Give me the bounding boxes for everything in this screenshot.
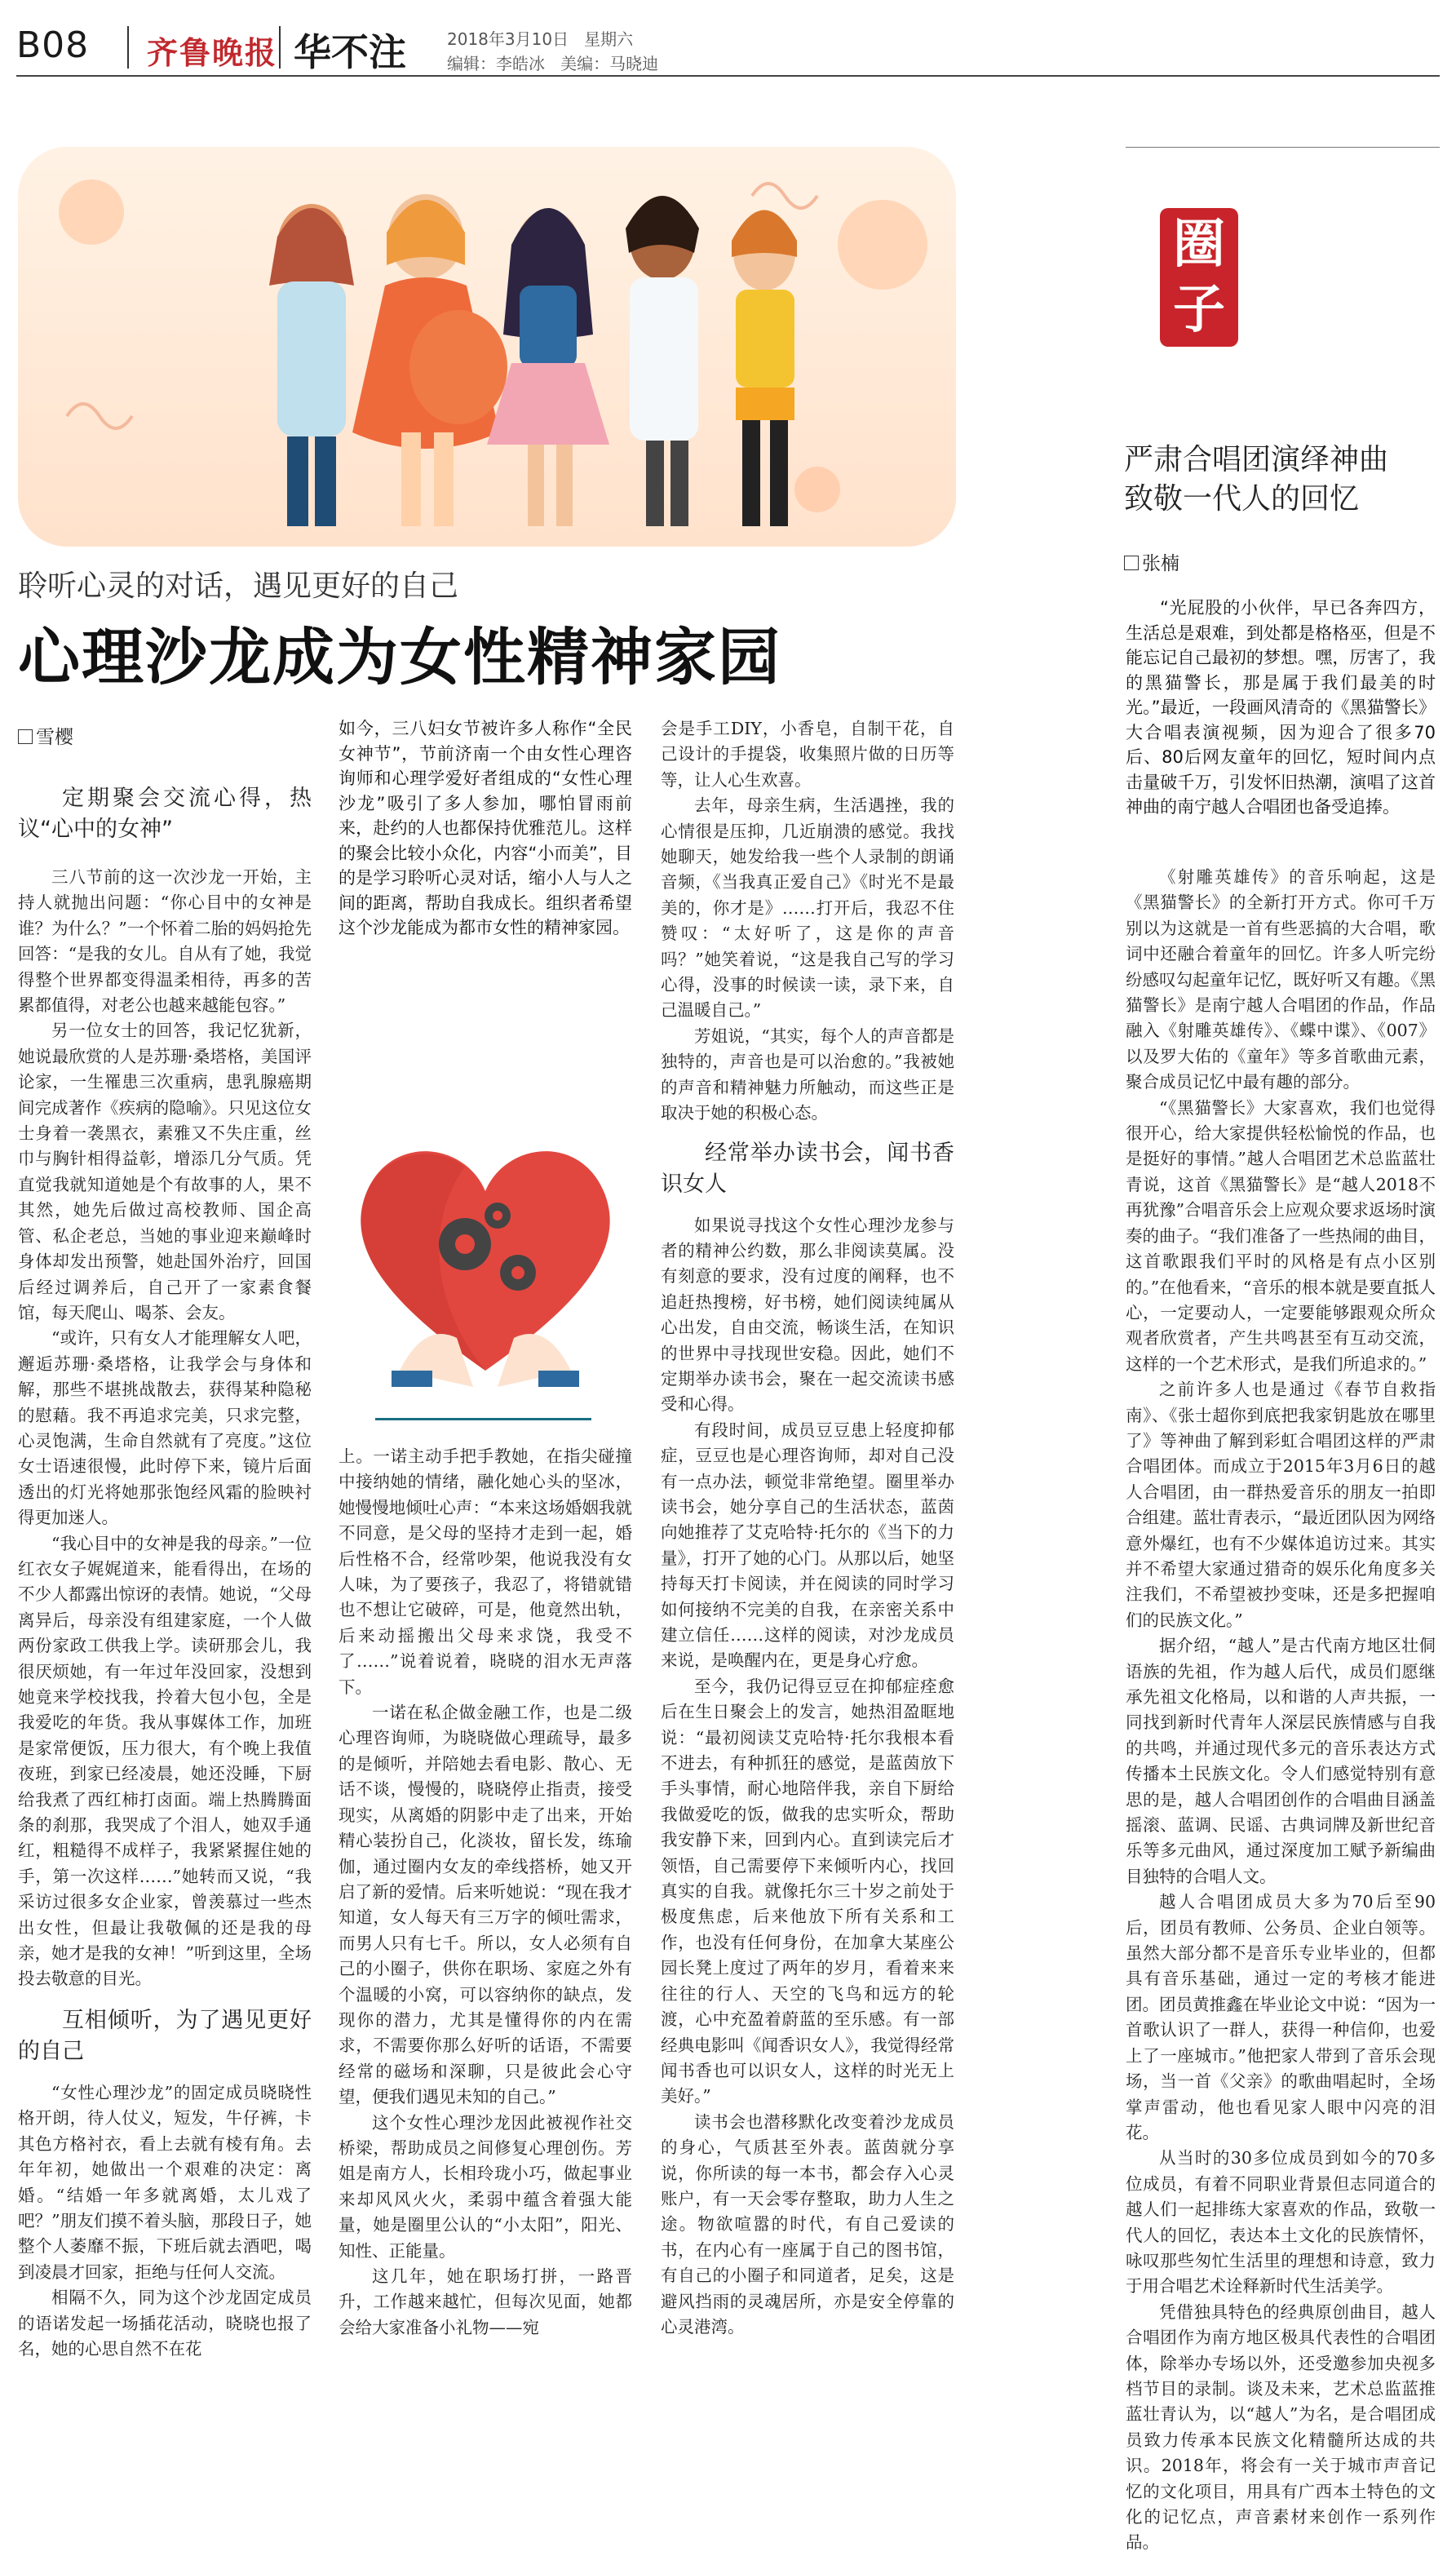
paragraph: 有段时间，成员豆豆患上轻度抑郁症，豆豆也是心理咨询师，却对自己没有一点办法，顿觉非常绝望。圈里举办读书会，她分享自己的生活状态，蓝茵向她推荐了艾克哈特·托尔的《当下的力量》，打开了她的心门。从那以后，她坚持每天打卡阅读，并在阅读的同时学习如何接纳不完美的自我，在亲密关系中建立信任……这样的阅读，对沙龙成员来说，是唤醒内在，更是身心疗愈。 xyxy=(661,1420,954,1671)
paragraph: 上。一诺主动手把手教她，在指尖碰撞中接纳她的情绪，融化她心头的坚冰，她慢慢地倾吐心声：“本来这场婚姻我就不同意，是父母的坚持才走到一起，婚后性格不合，经常吵架，他说我没有女人味，为了要孩子，我忍了，将错就错也不想让它破碎，可是，他竟然出轨，后来动摇搬出父母来求饶，我受不了……”说着说着，晓晓的泪水无声落下。 xyxy=(339,1446,632,1697)
paragraph: 越人合唱团成员大多为70后至90后，团员有教师、公务员、企业白领等。虽然大部分都不是音乐专业毕业的，但都具有音乐基础，通过一定的考核才能进团。团员黄推鑫在毕业论文中说：“因为一首歌认识了一群人，获得一种信仰，也爱上了一座城市。”他把家人带到了音乐会现场，当一首《父亲》的歌曲唱起时，全场掌声雷动，他也看见家人眼中闪亮的泪花。 xyxy=(1126,1892,1436,2142)
paragraph: 另一位女士的回答，我记忆犹新，她说最欣赏的人是苏珊·桑塔格，美国评论家，一生罹患三次重病，患乳腺癌期间完成著作《疾病的隐喻》。只见这位女士身着一袭黑衣，素雅又不失庄重，丝巾与胸针相得益彰，增添几分气质。凭直觉我就知道她是个有故事的人，果不其然，她先后做过高校教师、国企高管、私企老总，当她的事业迎来巅峰时身体却发出预警，她赴国外治疗，回国后经过调养后，自己开了一家素食餐馆，每天爬山、喝茶、会友。 xyxy=(18,1021,312,1322)
article-column-2 xyxy=(339,1444,632,2480)
article-headline: 心理沙龙成为女性精神家园 xyxy=(18,621,781,693)
article-byline xyxy=(18,722,73,749)
editors-line xyxy=(447,51,658,74)
sidebar-lead-paragraph: “光屁股的小伙伴，早已各奔四方，生活总是艰难，到处都是格格巫，但是不能忘记自己最初的梦想。嘿，厉害了，我的黑猫警长，那是属于我们最美的时光。”最近，一段画风清奇的《黑猫警长》大合唱表演视频，因为迎合了很多70后、80后网友童年的回忆，短时间内点击量破千万，引发怀旧热潮，演唱了这首神曲的南宁越人合唱团也备受追捧。 xyxy=(1126,598,1436,817)
masthead xyxy=(16,18,1440,75)
issue-date-line xyxy=(447,26,633,50)
byline-box-icon xyxy=(18,729,33,744)
article-lead xyxy=(339,716,632,941)
sidebar-title-line-1: 严肃合唱团演绎神曲 xyxy=(1124,443,1389,476)
paragraph: 之前许多人也是通过《春节自救指南》、《张士超你到底把我家钥匙放在哪里了》等神曲了解到彩虹合唱团这样的严肃合唱团体。而成立于2015年3月6日的越人合唱团，由一群热爱音乐的朋友一拍即合组建。蓝壮青表示，“最近团队因为网络意外爆红，也有不少媒体追访过来。其实并不希望大家通过猎奇的娱乐化角度多关注我们，不希望被抄变味，还是多把握咱们的民族文化。” xyxy=(1126,1380,1436,1630)
section-heading-1: 定期聚会交流心得，热议“心中的女神” xyxy=(18,786,312,842)
column-seal-stamp xyxy=(1160,208,1238,347)
heart-gears-illustration xyxy=(343,1126,628,1387)
paragraph: 会是手工DIY，小香皂，自制干花，自己设计的手提袋，收集照片做的日历等等，让人心生欢喜。 xyxy=(661,719,954,790)
article-subtitle: 聆听心灵的对话，遇见更好的自己 xyxy=(18,569,459,603)
paragraph: 三八节前的这一次沙龙一开始，主持人就抛出问题：“你心目中的女神是谁？为什么？”一个怀着二胎的妈妈抢先回答：“是我的女儿。自从有了她，我觉得整个世界都变得温柔相待，再多的苦累都值得，对老公也越来越能包容。” xyxy=(18,867,312,1016)
sidebar-body xyxy=(1126,865,1436,2553)
column-divider xyxy=(375,1418,591,1420)
sidebar-byline xyxy=(1124,548,1179,575)
paragraph: 一诺在私企做金融工作，也是二级心理咨询师，为晓晓做心理疏导，最多的是倾听，并陪她去看电影、散心、无话不谈，慢慢的，晓晓停止指责，接受现实，从离婚的阴影中走了出来，开始精心装扮自己，化淡妆，留长发，练瑜伽，通过圈内女友的牵线搭桥，她又开启了新的爱情。后来听她说：“现在我才知道，女人每天有三万字的倾吐需求，而男人只有七千。所以，女人必须有自己的小圈子，供你在职场、家庭之外有个温暖的小窝，可以容纳你的缺点，发现你的潜力，尤其是懂得你的内在需求，不需要你那么好听的话语，不需要经常的磁场和深聊，只是彼此会心守望，便我们遇见未知的自己。” xyxy=(339,1703,632,2107)
paragraph: 如果说寻找这个女性心理沙龙参与者的精神公约数，那么非阅读莫属。没有刻意的要求，没有过度的阐释，也不追赶热搜榜，好书榜，她们阅读纯属从心出发，自由交流，畅谈生活，在知识的世界中寻找现世安稳。因此，她们不定期举办读书会，聚在一起交流读书感受和心得。 xyxy=(661,1215,954,1415)
divider xyxy=(127,26,129,69)
heart-icon xyxy=(343,1126,628,1387)
paragraph: 去年，母亲生病，生活遇挫，我的心情很是压抑，几近崩溃的感觉。我找她聊天，她发给我一些个人录制的朗诵音频，《当我真正爱自己》《时光不是最美的，你才是》……打开后，我忍不住赞叹：“太好听了，这是你的声音吗？”她笑着说，“这是我自己写的学习心得，没事的时候读一读，录下来，自己温暖自己。” xyxy=(661,795,954,1021)
paragraph: 《射雕英雄传》的音乐响起，这是《黑猫警长》的全新打开方式。你可千万别以为这就是一首有些恶搞的大合唱，歌词中还融合着童年的回忆。许多人听完纷纷感叹勾起童年记忆，既好听又有趣。《黑猫警长》是南宁越人合唱团的作品，作品融入《射雕英雄传》、《蝶中谍》、《007》以及罗大佑的《童年》等多首歌曲元素，聚合成员记忆中最有趣的部分。 xyxy=(1126,867,1436,1092)
paragraph: 凭借独具特色的经典原创曲目，越人合唱团作为南方地区极具代表性的合唱团体，除举办专场以外，还受邀参加央视多档节目的录制。谈及未来，艺术总监蓝推蓝壮青认为，以“越人”为名，是合唱团成员致力传承本民族文化精髓所达成的共识。2018年，将会有一关于城市声音记忆的文化项目，用具有广西本土特色的文化的记忆点，声音素材来创作一系列作品。 xyxy=(1126,2301,1436,2553)
paragraph: “女性心理沙龙”的固定成员晓晓性格开朗，待人仗义，短发，牛仔裤，卡其色方格衬衣，看上去就有棱有角。去年年初，她做出一个艰难的决定：离婚。“结婚一年多就离婚，太儿戏了吧？”朋友们摸不着头脑，那段日子，她整个人萎靡不振，下班后就去酒吧，喝到凌晨才回家，拒绝与任何人交流。 xyxy=(18,2082,312,2282)
lead-paragraph: 如今，三八妇女节被许多人称作“全民女神节”，节前济南一个由女性心理咨询师和心理学爱好者组成的“女性心理沙龙”吸引了多人参加，哪怕冒雨前来，赴约的人也都保持优雅范儿。这样的聚会比较小众化，内容“小而美”，目的是学习聆听心灵对话，缩小人与人之间的距离，帮助自我成长。组织者希望这个沙龙能成为都市女性的精神家园。 xyxy=(339,719,632,937)
paragraph: 这个女性心理沙龙因此被视作社交桥梁，帮助成员之间修复心理创伤。芳姐是南方人，长相玲珑小巧，做起事业来却风风火火，柔弱中蕴含着强大能量，她是圈里公认的“小太阳”，阳光、知性、正能量。 xyxy=(339,2112,632,2261)
issue-date: 2018年3月10日 xyxy=(447,29,569,49)
editor: 编辑：李皓冰 xyxy=(447,54,545,73)
paragraph: “《黑猫警长》大家喜欢，我们也觉得很开心，给大家提供轻松愉悦的作品，也是挺好的事情。”越人合唱团艺术总监蓝壮青说，这首《黑猫警长》是“越人2018不再犹豫”合唱音乐会上应观众要求返场时演奏的曲子。“我们准备了一些热闹的曲目，这首歌跟我们平时的风格是有点小区别的。”在他看来，“音乐的根本就是要直抵人心，一定要动人，一定要能够跟观众所众观者欣赏者，产生共鸣甚至有互动交流，这样的一个艺术形式，是我们所追求的。” xyxy=(1126,1097,1436,1374)
section-heading-3: 经常举办读书会，闻书香识女人 xyxy=(661,1140,954,1197)
paper-logo: 齐鲁晚报 xyxy=(147,34,278,71)
paragraph: 从当时的30多位成员到如今的70多位成员，有着不同职业背景但志同道合的越人们一起排练大家喜欢的作品，致敬一代人的回忆，表达本土文化的民族情怀，咏叹那些匆忙生活里的理想和诗意，致力于用合唱艺术诠释新时代生活美学。 xyxy=(1126,2148,1436,2297)
paragraph: “我心目中的女神是我的母亲。”一位红衣女子娓娓道来，能看得出，在场的不少人都露出惊讶的表情。她说，“父母离异后，母亲没有组建家庭，一个人做两份家政工供我上学。读研那会儿，我很厌烦她，有一年过年没回家，没想到她竟来学校找我，拎着大包小包，全是我爱吃的年货。我从事媒体工作，加班是家常便饭，压力很大，有个晚上我值夜班，到家已经凌晨，她还没睡，下厨给我煮了西红柿打卤面。端上热腾腾面条的刹那，我哭成了个泪人，她双手通红，粗糙得不成样子，我紧紧握住她的手，第一次这样……”她转而又说，“我采访过很多女企业家，曾羡慕过一些杰出女性，但最让我敬佩的还是我的母亲，她才是我的女神！”听到这里，全场投去敬意的目光。 xyxy=(18,1533,312,1989)
sidebar-lead xyxy=(1126,596,1436,820)
sidebar-title xyxy=(1124,441,1388,519)
paragraph: 据介绍，“越人”是古代南方地区壮侗语族的先祖，作为越人后代，成员们愿继承先祖文化格局，以和谐的人声共振，一同找到新时代青年人深层民族情感与自我的共鸣，并通过现代多元的音乐表达方式传播本土民族文化。令人们感觉特别有意思的是，越人合唱团创作的合唱曲目涵盖摇滚、蓝调、民谣、古典词牌及新世纪音乐等多元曲风，通过深度加工赋予新编曲目独特的合唱人文。 xyxy=(1126,1636,1436,1886)
paragraph: 读书会也潜移默化改变着沙龙成员的身心，气质甚至外表。蓝茵就分享说，你所读的每一本书，都会存入心灵账户，有一天会零存整取，助力人生之途。物欲喧嚣的时代，有自己爱读的书，在内心有一座属于自己的图书馆，有自己的小圈子和同道者，足矣，这是避风挡雨的灵魂居所，亦是安全停靠的心灵港湾。 xyxy=(661,2111,954,2337)
section-name: 华不注 xyxy=(294,30,406,74)
art-editor: 美编：马晓迪 xyxy=(560,54,659,73)
header-rule xyxy=(16,75,1440,77)
divider xyxy=(279,26,281,69)
page-number: B08 xyxy=(16,24,90,66)
sidebar-rule xyxy=(1126,147,1440,148)
women-illustration xyxy=(18,147,956,547)
women-group-illustration xyxy=(18,147,956,547)
sidebar-author: 张楠 xyxy=(1142,553,1179,574)
paragraph: 相隔不久，同为这个沙龙固定成员的语诺发起一场插花活动，晓晓也报了名，她的心思自然不在花 xyxy=(18,2288,312,2359)
sidebar-title-line-2: 致敬一代人的回忆 xyxy=(1124,482,1360,516)
section-heading-2: 互相倾听，为了遇见更好的自己 xyxy=(18,2007,312,2064)
paragraph: 至今，我仍记得豆豆在抑郁症痊愈后在生日聚会上的发言，她热泪盈眶地说：“最初阅读艾克哈特·托尔我根本看不进去，有种抓狂的感觉，是蓝茵放下手头事情，耐心地陪伴我，亲自下厨给我做爱吃的饭，做我的忠实听众，帮助我安静下来，回到内心。直到读完后才领悟，自己需要停下来倾听内心，找回真实的自我。就像托尔三十岁之前处于极度焦虑，后来他放下所有关系和工作，也没有任何身份，在加拿大某座公园长凳上度过了两年的岁月，看着来来往往的行人、天空的飞鸟和远方的轮渡，心中充盈着蔚蓝的至乐感。有一部经典电影叫《闻香识女人》，我觉得经常闻书香也可以识女人，这样的时光无上美好。” xyxy=(661,1676,954,2106)
article-column-1 xyxy=(18,783,312,2480)
issue-weekday: 星期六 xyxy=(584,29,634,49)
paragraph: 这几年，她在职场打拼，一路晋升，工作越来越忙，但每次见面，她都会给大家准备小礼物——宛 xyxy=(339,2266,632,2337)
byline-box-icon xyxy=(1124,556,1139,570)
seal-text: 圈 子 xyxy=(1173,214,1225,340)
article-author: 雪樱 xyxy=(36,727,73,748)
paragraph: 芳姐说，“其实，每个人的声音都是独特的，声音也是可以治愈的。”我被她的声音和精神魅力所触动，而这些正是取决于她的积极心态。 xyxy=(661,1026,954,1123)
paragraph: “或许，只有女人才能理解女人吧，邂逅苏珊·桑塔格，让我学会与身体和解，那些不堪挑战散去，获得某种隐秘的慰藉。我不再追求完美，只求完整，心灵饱满，生命自然就有了亮度。”这位女士语速很慢，此时停下来，镜片后面透出的灯光将她那张饱经风霜的脸映衬得更加迷人。 xyxy=(18,1328,312,1528)
article-column-3 xyxy=(661,716,954,2478)
